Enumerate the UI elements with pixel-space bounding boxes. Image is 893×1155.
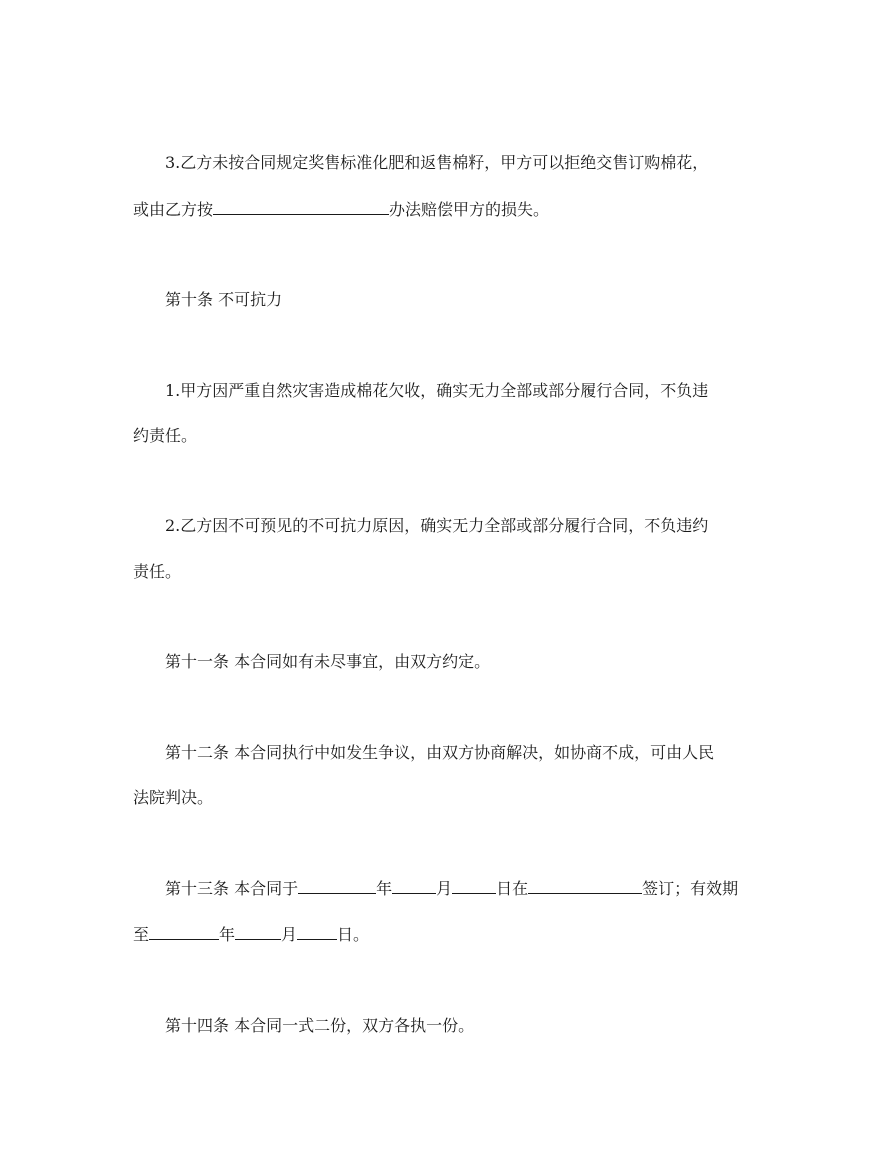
text-segment: 月 (281, 925, 298, 944)
text-segment: 办法赔偿甲方的损失。 (389, 200, 550, 219)
text-segment: 第十三条 本合同于 (165, 879, 299, 898)
fill-in-blank (452, 878, 496, 894)
text-segment: 或由乙方按 (133, 200, 214, 219)
text-segment: 至 (133, 925, 150, 944)
article-11: 第十一条 本合同如有未尽事宜，由双方约定。 (165, 652, 491, 671)
paragraph-force-majeure-1-line-1: 1.甲方因严重自然灾害造成棉花欠收，确实无力全部或部分履行合同，不负违 (165, 381, 709, 400)
text-segment: 日。 (337, 925, 370, 944)
article-10-heading: 第十条 不可抗力 (165, 290, 283, 309)
article-12-line-1: 第十二条 本合同执行中如发生争议，由双方协商解决，如协商不成，可由人民 (165, 743, 715, 762)
fill-in-blank (235, 924, 281, 940)
fill-in-blank (297, 924, 337, 940)
article-13-line-1 (165, 878, 738, 900)
fill-in-blank (213, 199, 389, 215)
article-14: 第十四条 本合同一式二份，双方各执一份。 (165, 1016, 475, 1035)
text-segment: 签订；有效期 (642, 879, 739, 898)
article-13-line-2 (133, 924, 369, 946)
fill-in-blank (149, 924, 219, 940)
paragraph-breach-item-3-line-1: 3.乙方未按合同规定奖售标准化肥和返售棉籽，甲方可以拒绝交售订购棉花， (165, 153, 709, 172)
fill-in-blank (528, 878, 642, 894)
text-segment: 年 (376, 879, 393, 898)
text-segment: 月 (436, 879, 453, 898)
paragraph-force-majeure-1-line-2: 约责任。 (133, 426, 198, 445)
article-12-line-2: 法院判决。 (133, 788, 214, 807)
fill-in-blank (298, 878, 376, 894)
fill-in-blank (392, 878, 436, 894)
paragraph-force-majeure-2-line-2: 责任。 (133, 562, 182, 581)
text-segment: 日在 (496, 879, 529, 898)
text-segment: 年 (219, 925, 236, 944)
paragraph-force-majeure-2-line-1: 2.乙方因不可预见的不可抗力原因，确实无力全部或部分履行合同，不负违约 (165, 516, 709, 535)
paragraph-breach-item-3-line-2 (133, 199, 549, 221)
